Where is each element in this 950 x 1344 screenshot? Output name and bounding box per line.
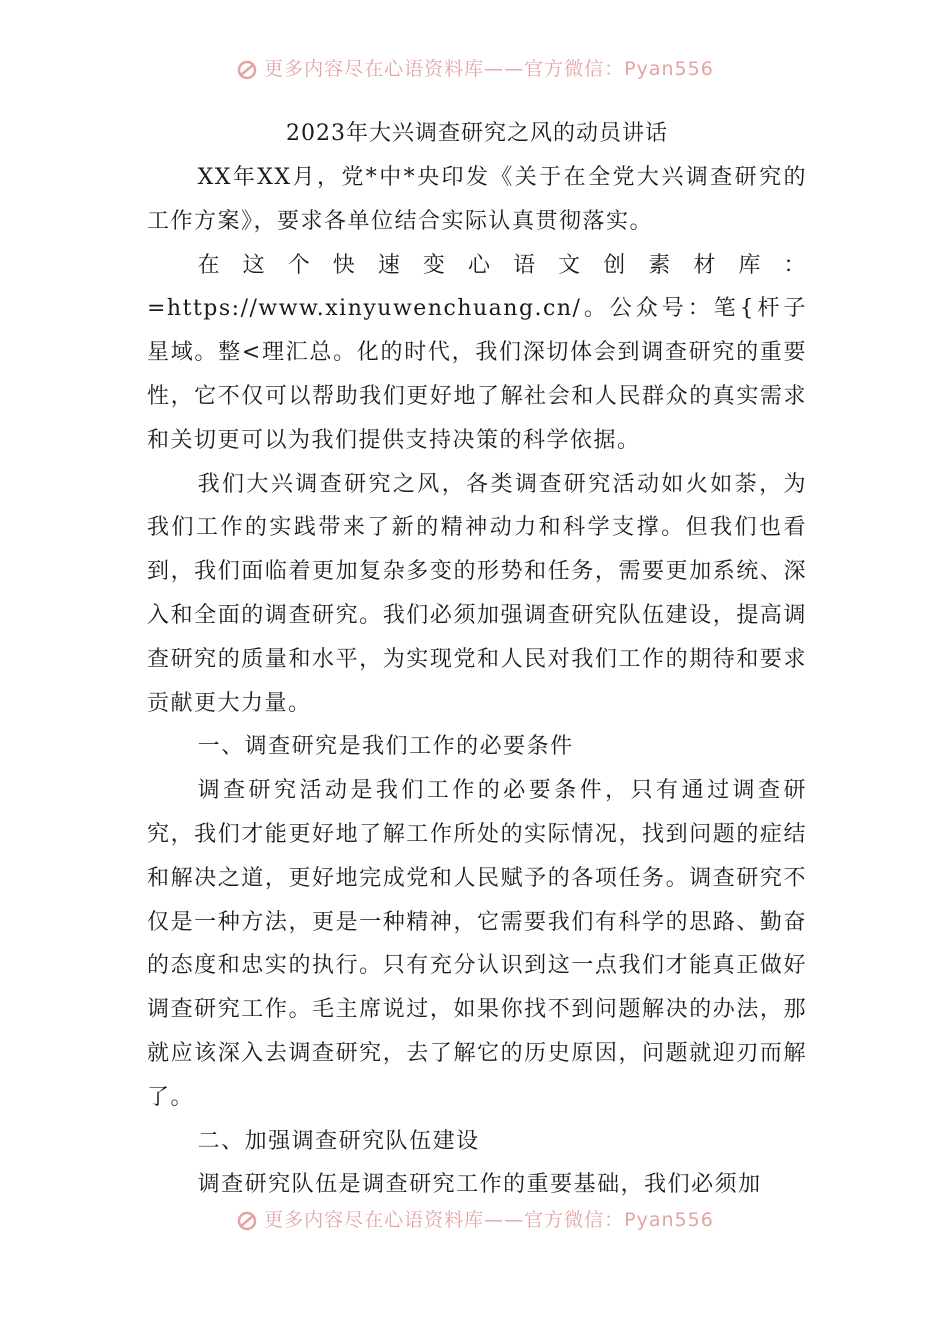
paragraph-situation: 我们大兴调查研究之风，各类调查研究活动如火如荼，为我们工作的实践带来了新的精神动力和科学支撑。但我们也看到，我们面临着更加复杂多变的形势和任务，需要更加系统、深入和全面的调查研究。我们必须加强调查研究队伍建设，提高调查研究的质量和水平，为实现党和人民对我们工作的期待和要求贡献更大力量。 bbox=[147, 471, 807, 716]
watermark-logo-icon bbox=[236, 59, 258, 81]
section-heading-2: 二、加强调查研究队伍建设 bbox=[197, 1128, 480, 1154]
watermark-header bbox=[0, 56, 950, 82]
watermark-logo-icon bbox=[236, 1210, 258, 1232]
document-title: 2023年大兴调查研究之风的动员讲话 bbox=[286, 121, 668, 146]
watermark-text: 更多内容尽在心语资料库——官方微信：Pyan556 bbox=[264, 1209, 714, 1231]
section-body-2: 调查研究队伍是调查研究工作的重要基础，我们必须加 bbox=[197, 1172, 762, 1198]
section-body-1: 调查研究活动是我们工作的必要条件，只有通过调查研究，我们才能更好地了解工作所处的实际情况，找到问题的症结和解决之道，更好地完成党和人民赋予的各项任务。调查研究不仅是一种方法，更是一种精神，它需要我们有科学的思路、勤奋的态度和忠实的执行。只有充分认识到这一点我们才能真正做好调查研究工作。毛主席说过，如果你找不到问题解决的办法，那就应该深入去调查研究，去了解它的历史原因，问题就迎刃而解了。 bbox=[147, 778, 807, 1110]
section-heading-1: 一、调查研究是我们工作的必要条件 bbox=[197, 734, 574, 760]
watermark-text: 更多内容尽在心语资料库——官方微信：Pyan556 bbox=[264, 58, 714, 80]
watermark-footer bbox=[0, 1207, 950, 1233]
document-page bbox=[147, 112, 807, 1207]
paragraph-intro: XX年XX月，党*中*央印发《关于在全党大兴调查研究的工作方案》，要求各单位结合实际认真贯彻落实。 bbox=[147, 165, 807, 234]
paragraph-context: 在这个快速变心语文创素材库：=https://www.xinyuwenchuang.cn/。公众号：笔{杆子星域。整<理汇总。化的时代，我们深切体会到调查研究的重要性，它不仅可以帮助我们更好地了解社会和人民群众的真实需求和关切更可以为我们提供支持决策的科学依据。 bbox=[147, 252, 807, 453]
